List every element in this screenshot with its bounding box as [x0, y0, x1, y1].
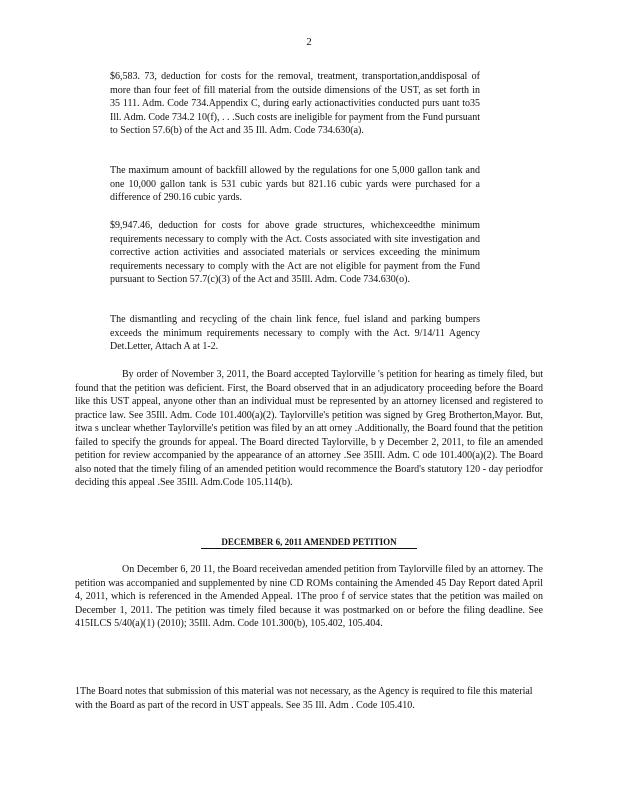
- section-heading: [0, 537, 618, 547]
- quoted-item-removal-costs: $6,583. 73, deduction for costs for the removal, treatment, transportation,anddisposal of more than four feet of fill material from the outside dimensions of the UST, as set forth in 35 111. Adm. Code 734.Appendix C, during early actionactivities conducted purs uant to35 Ill. Adm. Code 734.2 10(f), . . .Such costs are ineligible for payment from the Fund pursuant to Section 57.6(b) of the Act and 35 Ill. Adm. Code 734.630(a).: [110, 71, 480, 136]
- body-paragraph-amended: [75, 563, 543, 631]
- page-number: 2: [306, 36, 312, 48]
- footnote: 1The Board notes that submission of this material was not necessary, as the Agency is required to file this material with the Board as part of the record in UST appeals. See 35 Ill. Adm . Code 105.410.: [75, 686, 533, 711]
- quoted-item-backfill: The maximum amount of backfill allowed by the regulations for one 5,000 gallon tank and one 10,000 gallon tank is 531 cubic yards but 821.16 cubic yards were purchased for a difference of 290.16 cubic yards.: [110, 165, 480, 203]
- paragraph-text: By order of November 3, 2011, the Board accepted Taylorville 's petition for hearing as timely filed, but found that the petition was deficient. First, the Board observed that in an adjudicatory proceeding before the Board like this UST appeal, anyone other than an individual must be represented by an attorney licensed and registered to practice law. See 35Ill. Adm. Code 101.400(a)(2). Taylorville's petition was signed by Greg Brotherton,Mayor. But, itwa s unclear whether Taylorville's petition was filed by an att orney .Additionally, the Board found that the petition failed to specify the grounds for appeal. The Board directed Taylorville, b y December 2, 2011, to file an amended petition for review accompanied by the appearance of an attorney .See 35Ill. Adm. C ode 101.400(a)(2). The Board also noted that the timely filing of an amended petition would recommence the Board's statutory 120 - day periodfor deciding this appeal .See 35Ill. Adm.Code 105.114(b).: [75, 369, 543, 488]
- quoted-item-above-grade: $9,947.46, deduction for costs for above grade structures, whichexceedthe minimum requirements necessary to comply with the Act. Costs associated with site investigation and corrective action activities and associated materials or services exceeding the minimum requirements necessary to comply with the Act are not eligible for payment from the Fund pursuant to Section 57.7(c)(3) of the Act and 35Ill. Adm. Code 734.630(o).: [110, 220, 480, 285]
- section-heading-text: DECEMBER 6, 2011 AMENDED PETITION: [201, 537, 416, 549]
- quoted-item-dismantling: The dismantling and recycling of the chain link fence, fuel island and parking bumpers exceeds the minimum requirements necessary to comply with the Act. 9/14/11 Agency Det.Letter, Attach A at 1-2.: [110, 314, 480, 352]
- body-paragraph-order: [75, 368, 543, 490]
- paragraph-text: On December 6, 20 11, the Board receivedan amended petition from Taylorville filed by an attorney. The petition was accompanied and supplemented by nine CD ROMs containing the Amended 45 Day Report dated April 4, 2011, which is referenced in the Amended Appeal. 1The proo f of service states that the petition was mailed on December 1, 2011. The petition was timely filed because it was postmarked on or before the filing deadline. See 415ILCS 5/40(a)(1) (2010); 35Ill. Adm. Code 101.300(b), 105.402, 105.404.: [75, 564, 543, 629]
